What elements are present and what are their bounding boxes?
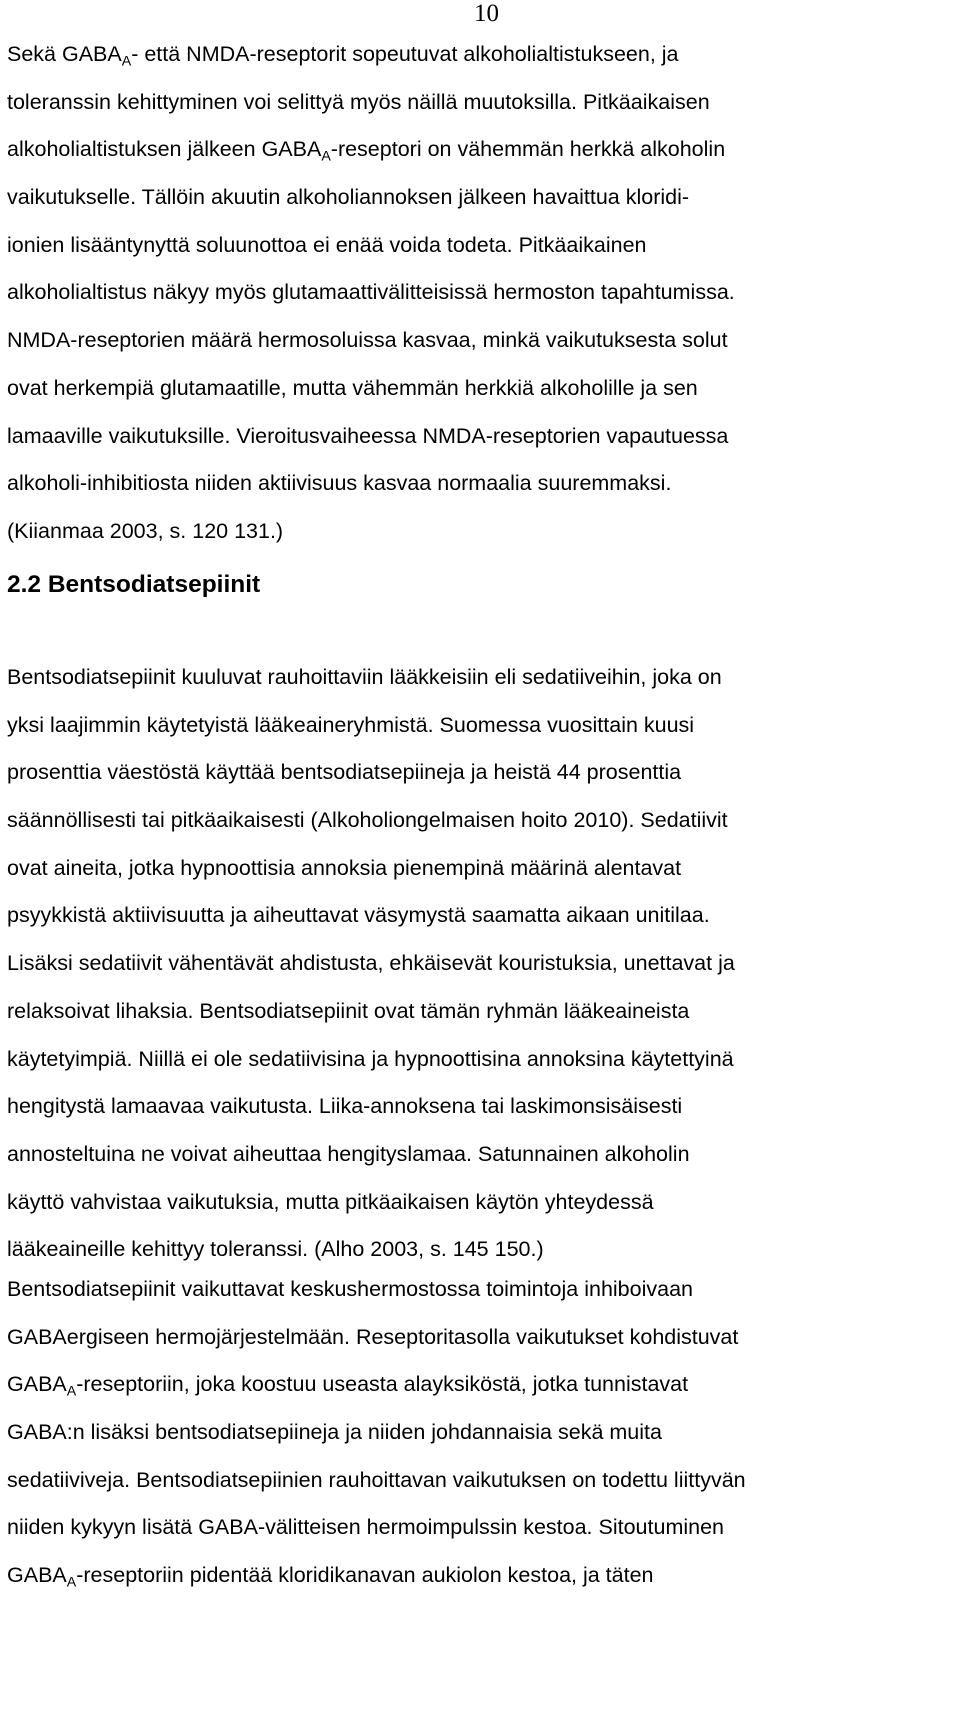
text-line	[7, 1185, 947, 1233]
text-segment: säännöllisesti tai pitkäaikaisesti (Alkoholiongelmaisen hoito 2010). Sedatiivit	[7, 808, 728, 833]
text-segment: NMDA-reseptorien määrä hermosoluissa kasvaa, minkä vaikutuksesta solut	[7, 328, 728, 353]
text-segment: käyttö vahvistaa vaikutuksia, mutta pitkäaikaisen käytön yhteydessä	[7, 1189, 654, 1214]
paragraph-1	[7, 37, 947, 548]
text-line	[7, 1042, 947, 1090]
subscript: A	[66, 1574, 77, 1591]
text-segment: alkoholialtistuksen jälkeen GABA	[7, 137, 322, 162]
text-line	[7, 755, 947, 803]
subscript: A	[121, 53, 132, 70]
text-segment: sedatiiviveja. Bentsodiatsepiinien rauhoittavan vaikutuksen on todettu liittyvän	[7, 1467, 746, 1492]
text-segment: Bentsodiatsepiinit kuuluvat rauhoittaviin lääkkeisiin eli sedatiiveihin, joka on	[7, 665, 722, 689]
text-segment: GABA	[7, 1563, 67, 1588]
text-segment: ovat herkempiä glutamaatille, mutta vähemmän herkkiä alkoholille ja sen	[7, 375, 698, 400]
section-heading: 2.2 Bentsodiatsepiinit	[7, 571, 261, 598]
text-segment: vaikutukselle. Tällöin akuutin alkoholiannoksen jälkeen havaittua kloridi-	[7, 185, 690, 210]
text-segment: hengitystä lamaavaa vaikutusta. Liika-annoksena tai laskimonsisäisesti	[7, 1094, 683, 1119]
text-line	[7, 1232, 947, 1266]
text-line	[7, 466, 947, 514]
text-segment: alkoholialtistus näkyy myös glutamaattivälitteisissä hermoston tapahtumissa.	[7, 280, 735, 305]
text-segment: -reseptoriin, joka koostuu useasta alayksiköstä, jotka tunnistavat	[76, 1372, 689, 1397]
text-segment: niiden kykyyn lisätä GABA-välitteisen hermoimpulssin kestoa. Sitoutuminen	[7, 1515, 724, 1540]
text-line	[7, 660, 947, 708]
text-line	[7, 994, 947, 1042]
text-line	[7, 419, 947, 467]
text-line	[7, 85, 947, 133]
text-segment: (Kiianmaa 2003, s. 120 131.)	[7, 518, 284, 543]
text-segment: Lisäksi sedatiivit vähentävät ahdistusta, ehkäisevät kouristuksia, unettavat ja	[7, 951, 735, 976]
text-line	[7, 132, 947, 180]
text-segment: ovat aineita, jotka hypnoottisia annoksia pienempinä määrinä alentavat	[7, 855, 682, 880]
text-segment: GABAergiseen hermojärjestelmään. Reseptoritasolla vaikutukset kohdistuvat	[7, 1324, 739, 1349]
text-segment: lamaaville vaikutuksille. Vieroitusvaiheessa NMDA-reseptorien vapautuessa	[7, 423, 729, 448]
subscript: A	[321, 148, 331, 165]
text-line	[7, 1463, 947, 1511]
text-segment: yksi laajimmin käytetyistä lääkeaineryhmistä. Suomessa vuosittain kuusi	[7, 712, 695, 737]
text-segment: ionien lisääntynyttä soluunottoa ei enää voida todeta. Pitkäaikainen	[7, 232, 647, 257]
page-number: 10	[474, 0, 499, 27]
text-line	[7, 1558, 947, 1592]
text-line	[7, 1089, 947, 1137]
text-segment: GABA:n lisäksi bentsodiatsepiineja ja niiden johdannaisia sekä muita	[7, 1420, 662, 1445]
text-line	[7, 371, 947, 419]
text-line	[7, 514, 947, 548]
text-segment: relaksoivat lihaksia. Bentsodiatsepiinit ovat tämän ryhmän lääkeaineista	[7, 998, 690, 1023]
paragraph-3	[7, 1272, 947, 1592]
text-line	[7, 323, 947, 371]
text-line	[7, 1367, 947, 1415]
text-line	[7, 803, 947, 851]
paragraph-2	[7, 660, 947, 1266]
text-segment: Bentsodiatsepiinit vaikuttavat keskushermostossa toimintoja inhiboivaan	[7, 1277, 693, 1301]
text-segment: Sekä GABA	[7, 42, 122, 66]
text-segment: lääkeaineille kehittyy toleranssi. (Alho 2003, s. 145 150.)	[7, 1237, 544, 1262]
text-segment: toleranssin kehittyminen voi selittyä myös näillä muutoksilla. Pitkäaikaisen	[7, 89, 710, 114]
text-segment: -reseptori on vähemmän herkkä alkoholin	[330, 137, 726, 162]
text-line	[7, 851, 947, 899]
text-segment: psyykkistä aktiivisuutta ja aiheuttavat väsymystä saamatta aikaan unitilaa.	[7, 903, 710, 928]
text-line	[7, 228, 947, 276]
text-line	[7, 1415, 947, 1463]
text-segment: - että NMDA-reseptorit sopeutuvat alkoholialtistukseen, ja	[131, 42, 679, 66]
text-line	[7, 1137, 947, 1185]
text-line	[7, 946, 947, 994]
text-line	[7, 1510, 947, 1558]
text-line	[7, 180, 947, 228]
text-segment: alkoholi-inhibitiosta niiden aktiivisuus kasvaa normaalia suuremmaksi.	[7, 471, 672, 496]
text-line	[7, 898, 947, 946]
text-segment: annosteltuina ne voivat aiheuttaa hengityslamaa. Satunnainen alkoholin	[7, 1141, 690, 1166]
text-segment: -reseptoriin pidentää kloridikanavan aukiolon kestoa, ja täten	[76, 1563, 654, 1588]
text-line	[7, 1320, 947, 1368]
text-line	[7, 708, 947, 756]
text-line	[7, 275, 947, 323]
text-line	[7, 37, 947, 85]
text-segment: GABA	[7, 1372, 67, 1397]
text-segment: käytetyimpiä. Niillä ei ole sedatiivisina ja hypnoottisina annoksina käytettyinä	[7, 1046, 734, 1071]
text-line	[7, 1272, 947, 1320]
subscript: A	[66, 1383, 77, 1400]
text-segment: prosenttia väestöstä käyttää bentsodiatsepiineja ja heistä 44 prosenttia	[7, 760, 682, 785]
